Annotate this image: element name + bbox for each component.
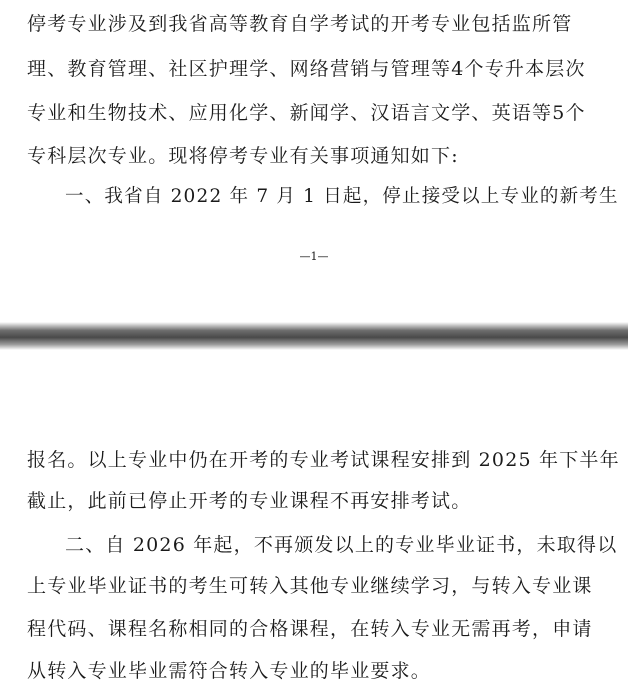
paragraph-line: 程代码、课程名称相同的合格课程，在转入专业无需再考，申请 [27, 618, 593, 640]
paragraph-line: 截止，此前已停止开考的专业课程不再安排考试。 [27, 490, 472, 512]
paragraph-line: 一、我省自 2022 年 7 月 1 日起，停止接受以上专业的新考生 [65, 186, 619, 207]
paragraph-line: 专科层次专业。现将停考专业有关事项通知如下: [27, 145, 459, 167]
document-page-upper [0, 0, 628, 322]
paragraph-line: 理、教育管理、社区护理学、网络营销与管理等4个专升本层次 [27, 58, 586, 80]
page-number: —1— [299, 250, 329, 263]
paragraph-line: 从转入专业毕业需符合转入专业的毕业要求。 [27, 660, 432, 682]
paragraph-line: 专业和生物技术、应用化学、新闻学、汉语言文学、英语等5个 [27, 102, 586, 124]
paragraph-line: 上专业毕业证书的考生可转入其他专业继续学习，与转入专业课 [27, 575, 593, 597]
document-page-lower [0, 350, 628, 696]
page-separator [0, 322, 628, 350]
paragraph-line: 二、自 2026 年起，不再颁发以上的专业毕业证书，未取得以 [65, 534, 618, 556]
paragraph-line: 报名。以上专业中仍在开考的专业考试课程安排到 2025 年下半年 [27, 449, 620, 471]
paragraph-line: 停考专业涉及到我省高等教育自学考试的开考专业包括监所管 [27, 13, 573, 35]
